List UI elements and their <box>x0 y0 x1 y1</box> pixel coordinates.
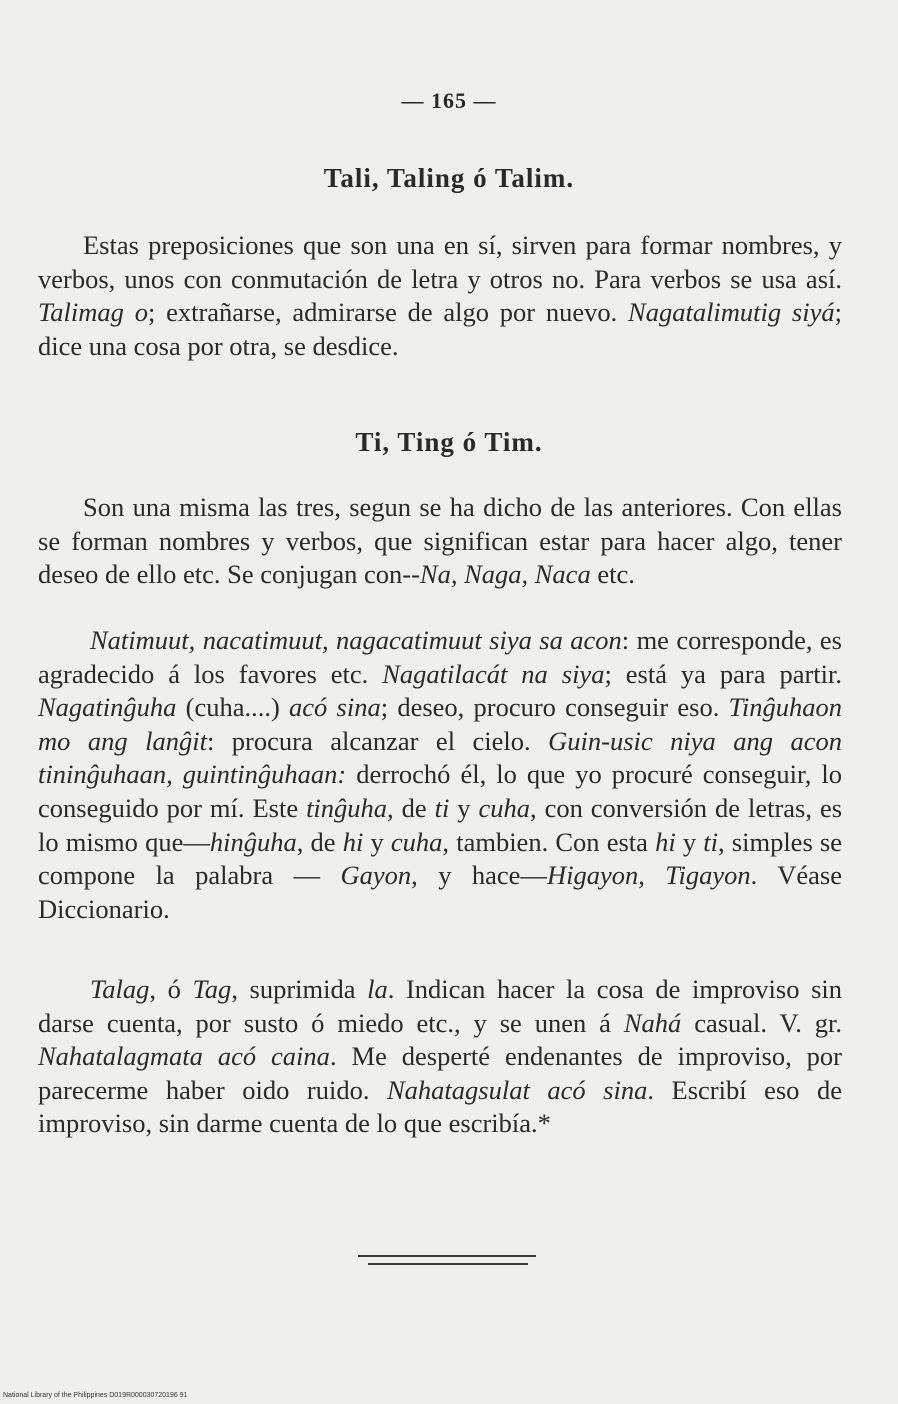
section-heading-ti: Ti, Ting ó Tim. <box>355 427 543 457</box>
paragraph-tali: Estas preposiciones que son una en sí, sirven para formar nombres, y verbos, unos con conmutación de letra y otros no. Para verbos se usa así. Talimag o; extrañarse, admirarse de algo por nuevo. Nagatalimutig siyá; dice una cosa por otra, se desdice. <box>38 230 842 361</box>
closing-rule-top <box>358 1255 536 1257</box>
section-heading-tali: Tali, Taling ó Talim. <box>323 163 575 193</box>
closing-rule-bottom <box>368 1263 528 1265</box>
paragraph-ti-examples: Natimuut, nacatimuut, nagacatimuut siya sa acon: me corresponde, es agradecido á los favores etc. Nagatilacát na siya; está ya para partir. Nagatinĝuha (cuha....) acó sina; deseo, procuro conseguir eso. Tinĝuhaon mo ang lanĝit: procura alcanzar el cielo. Guin-usic niya ang acon tininĝuhaan, guintinĝuhaan: derrochó él, lo que yo procuré conseguir, lo conseguido por mí. Este tinĝuha, de ti y cuha, con conversión de letras, es lo mismo que—hinĝuha, de hi y cuha, tambien. Con esta hi y ti, simples se compone la palabra — Gayon, y hace—Higayon, Tigayon. Véase Diccionario. <box>38 625 843 924</box>
page-number: — 165 — <box>401 88 497 113</box>
paragraph-ti-intro: Son una misma las tres, segun se ha dicho de las anteriores. Con ellas se forman nombres y verbos, que significan estar para hacer algo, tener deseo de ello etc. Se conjugan con--Na, Naga, Naca etc. <box>38 492 842 590</box>
paragraph-talag: Talag, ó Tag, suprimida la. Indican hacer la cosa de improviso sin darse cuenta, por susto ó miedo etc., y se unen á Nahá casual. V. gr. Nahatalagmata acó caina. Me desperté endenantes de improviso, por parecerme haber oido ruido. Nahatagsulat acó sina. Escribí eso de improviso, sin darme cuenta de lo que escribía.* <box>38 974 842 1139</box>
library-footer: National Library of the Philippines D019R000030720196 91 <box>3 1392 188 1399</box>
